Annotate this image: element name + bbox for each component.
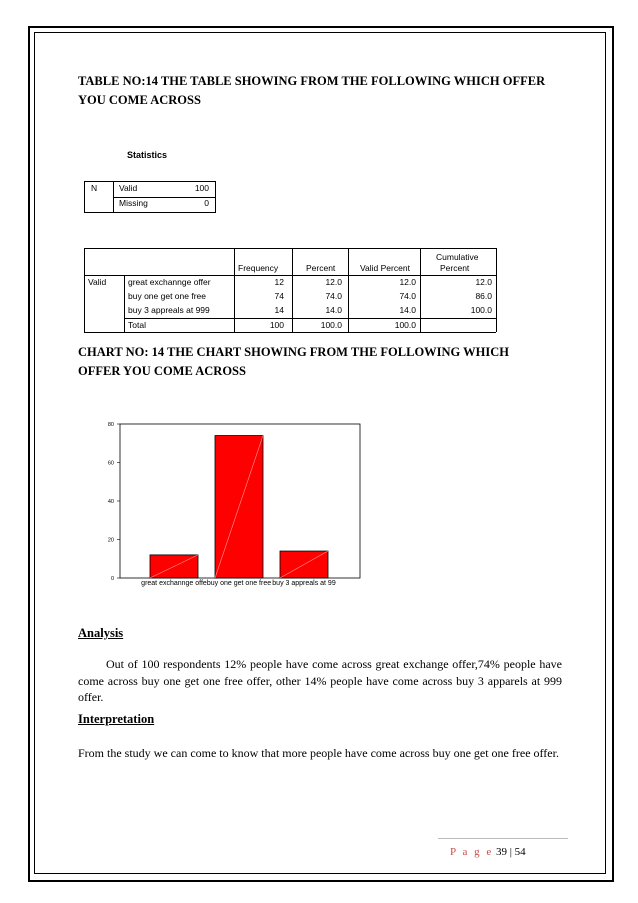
- row-percent-total: 100.0: [320, 320, 342, 330]
- x-category-label: great exchannge offe: [141, 580, 207, 587]
- row-percent: 12.0: [325, 277, 342, 287]
- missing-label: Missing: [119, 198, 148, 208]
- valid-value: 100: [194, 183, 209, 193]
- row-frequency: 12: [274, 277, 284, 287]
- footer-divider: [438, 838, 568, 839]
- row-valid-percent: 74.0: [399, 291, 416, 301]
- statistics-table: [84, 181, 216, 213]
- row-cumulative: 86.0: [475, 291, 492, 301]
- header-frequency: Frequency: [238, 263, 279, 273]
- y-tick-label: 80: [107, 422, 114, 428]
- row-cumulative: 100.0: [470, 305, 492, 315]
- chart-heading-line-2: OFFER YOU COME ACROSS: [78, 364, 246, 378]
- page-footer: [450, 846, 526, 858]
- table-heading-line-2: YOU COME ACROSS: [78, 93, 201, 107]
- y-tick-label: 20: [107, 537, 114, 544]
- row-percent: 14.0: [325, 305, 342, 315]
- group-valid-label: Valid: [88, 277, 107, 287]
- table-heading: [78, 72, 568, 110]
- row-cumulative: 12.0: [475, 277, 492, 287]
- y-tick-label: 0: [110, 576, 114, 582]
- header-cumulative-percent: Percent: [440, 263, 470, 273]
- row-label: buy 3 appreals at 999: [128, 305, 210, 315]
- row-frequency: 74: [274, 291, 284, 301]
- x-category-label: buy one get one free: [206, 580, 272, 587]
- row-frequency-total: 100: [269, 320, 284, 330]
- analysis-title: Analysis: [78, 626, 124, 640]
- row-valid-percent-total: 100.0: [394, 320, 416, 330]
- page-number: 39 | 54: [495, 846, 526, 858]
- chart-bars: [150, 436, 328, 578]
- row-label-total: Total: [128, 320, 146, 330]
- n-label: N: [91, 183, 98, 193]
- row-valid-percent: 14.0: [399, 305, 416, 315]
- bar-chart: [100, 420, 380, 595]
- chart-y-ticks: [108, 422, 120, 582]
- y-tick-label: 60: [107, 460, 114, 467]
- row-valid-percent: 12.0: [399, 277, 416, 287]
- x-category-label: buy 3 appreals at 99: [272, 580, 336, 587]
- interpretation-title: Interpretation: [78, 712, 155, 726]
- row-frequency: 14: [274, 305, 284, 315]
- header-valid-percent: Valid Percent: [360, 263, 410, 273]
- row-percent: 74.0: [325, 291, 342, 301]
- interpretation-text: From the study we can come to know that more people have come across buy one get one free offer.: [78, 746, 559, 760]
- header-cumulative: Cumulative: [436, 252, 479, 262]
- header-percent: Percent: [306, 263, 336, 273]
- analysis-text: Out of 100 respondents 12% people have come across great exchange offer,74% people have come across buy one get one free offer, other 14% people have come across buy 3 apparels at 999 offer.: [78, 657, 562, 704]
- valid-label: Valid: [119, 183, 138, 193]
- row-label: buy one get one free: [128, 291, 206, 301]
- y-tick-label: 40: [107, 499, 114, 505]
- missing-value: 0: [204, 198, 209, 208]
- page-word: P a g e: [450, 846, 494, 858]
- chart-heading-line-1: CHART NO: 14 THE CHART SHOWING FROM THE FOLLOWING WHICH: [78, 345, 510, 359]
- chart-heading: [78, 343, 568, 381]
- statistics-title: Statistics: [127, 150, 168, 160]
- table-heading-line-1: TABLE NO:14 THE TABLE SHOWING FROM THE FOLLOWING WHICH OFFER: [78, 74, 546, 88]
- row-label: great exchannge offer: [128, 277, 211, 287]
- chart-x-labels: [141, 580, 336, 587]
- frequency-table: [84, 248, 496, 332]
